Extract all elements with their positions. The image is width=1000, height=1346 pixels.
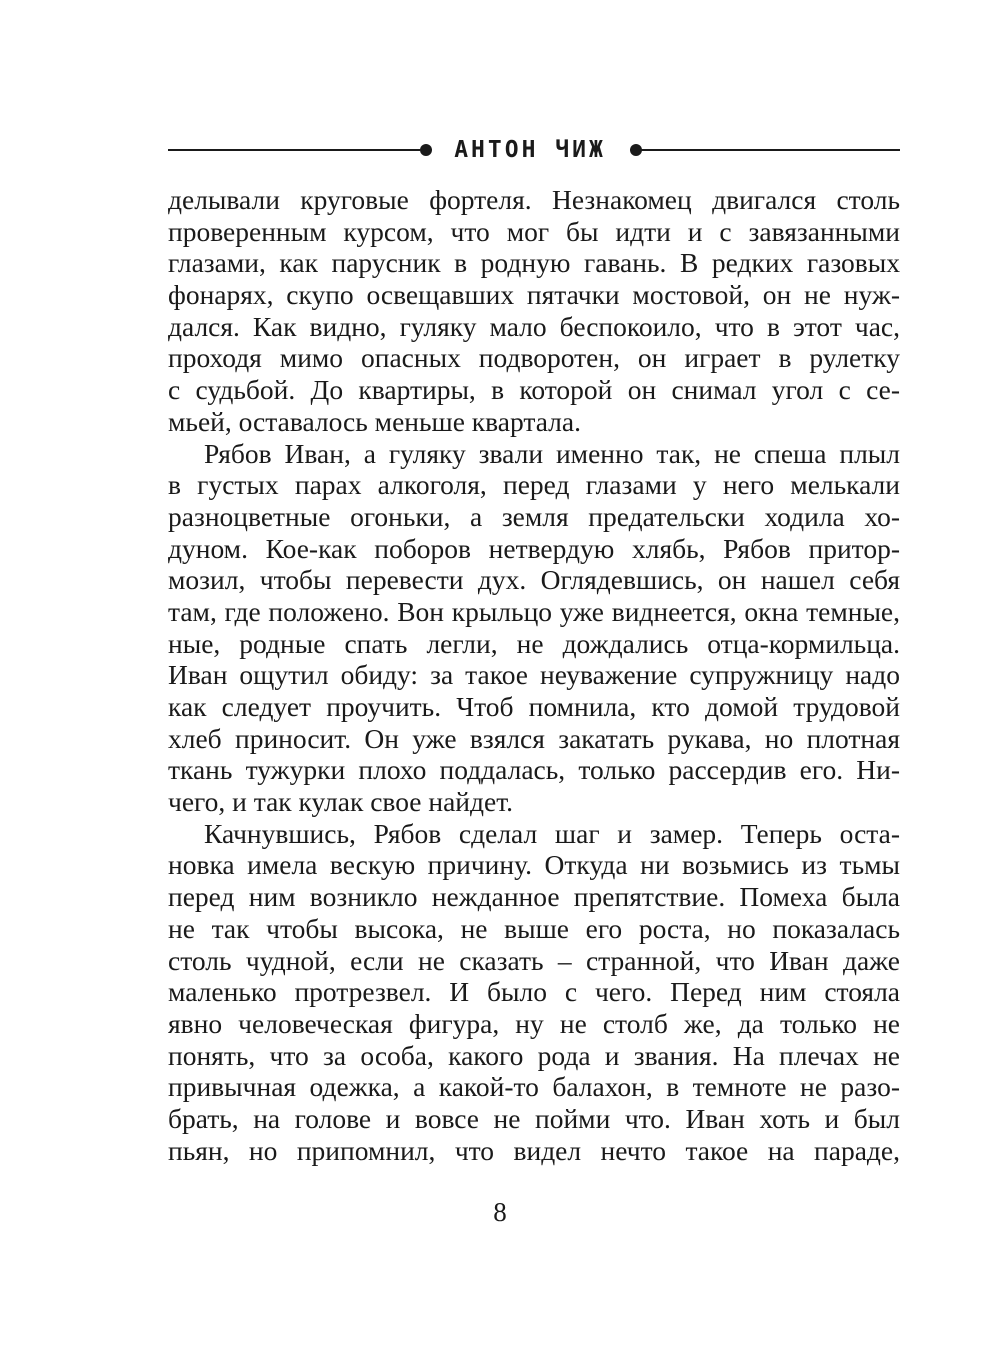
text-line: ные, родные спать легли, не дождались отца-кормильца. xyxy=(168,627,900,659)
text-line: дался. Как видно, гуляку мало беспокоило, что в этот час, xyxy=(168,310,900,342)
text-line: фонарях, скупо освещавших пятачки мостовой, он не нуж- xyxy=(168,279,900,311)
text-line: с судьбой. До квартиры, в которой он снимал угол с се- xyxy=(168,374,900,406)
running-header xyxy=(168,132,900,168)
text-line: глазами, как парусник в родную гавань. В редких газовых xyxy=(168,247,900,279)
text-line: привычная одежка, а какой-то балахон, в темноте не разо- xyxy=(168,1071,900,1103)
text-line-paragraph-start: Рябов Иван, а гуляку звали именно так, не спеша плыл xyxy=(204,437,900,469)
text-line: дуном. Кое-как поборов нетвердую хлябь, Рябов притор- xyxy=(168,532,900,564)
text-line: брать, на голове и вовсе не пойми что. Иван хоть и был xyxy=(168,1102,900,1134)
text-line: проходя мимо опасных подворотен, он играет в рулетку xyxy=(168,342,900,374)
text-line-paragraph-end: чего, и так кулак свое найдет. xyxy=(168,786,514,818)
text-line: Иван ощутил обиду: за такое неуважение супружницу надо xyxy=(168,659,900,691)
text-line: ткань тужурки плохо поддалась, только рассердив его. Ни- xyxy=(168,754,900,786)
text-line: пьян, но припомнил, что видел нечто такое на параде, xyxy=(168,1134,900,1166)
text-line: хлеб приносит. Он уже взялся закатать рукава, но плотная xyxy=(168,722,900,754)
text-line: явно человеческая фигура, ну не столб же, да только не xyxy=(168,1007,900,1039)
text-line: там, где положено. Вон крыльцо уже виднеется, окна темные, xyxy=(168,595,900,627)
header-ornament-dot-left xyxy=(420,144,432,156)
text-line: как следует проучить. Чтоб помнила, кто домой трудовой xyxy=(168,691,900,722)
page-number: 8 xyxy=(493,1197,507,1227)
text-line-paragraph-end: мьей, оставалось меньше квартала. xyxy=(168,405,581,437)
text-line: понять, что за особа, какого рода и звания. На плечах не xyxy=(168,1039,900,1071)
text-line: перед ним возникло нежданное препятствие. Помеха была xyxy=(168,881,900,913)
text-line: разноцветные огоньки, а земля предательски ходила хо- xyxy=(168,500,900,532)
page-body-text xyxy=(168,184,900,1166)
text-line: мозил, чтобы перевести дух. Оглядевшись, он нашел себя xyxy=(168,564,900,596)
text-line: не так чтобы высока, не выше его роста, но показалась xyxy=(168,912,900,944)
text-line: делывали круговые фортеля. Незнакомец двигался столь xyxy=(168,184,900,215)
text-line: новка имела вескую причину. Откуда ни возьмись из тьмы xyxy=(168,849,900,881)
text-line-paragraph-start: Качнувшись, Рябов сделал шаг и замер. Теперь оста- xyxy=(204,817,900,849)
text-line: маленько протрезвел. И было с чего. Перед ним стояла xyxy=(168,976,900,1008)
text-line: столь чудной, если не сказать – странной, что Иван даже xyxy=(168,944,900,976)
header-author-name: АНТОН ЧИЖ xyxy=(454,137,606,163)
text-line: проверенным курсом, что мог бы идти и с завязанными xyxy=(168,215,900,247)
header-rule-right xyxy=(640,149,900,151)
header-rule-left xyxy=(168,149,420,151)
text-line: в густых парах алкоголя, перед глазами у него мелькали xyxy=(168,469,900,501)
